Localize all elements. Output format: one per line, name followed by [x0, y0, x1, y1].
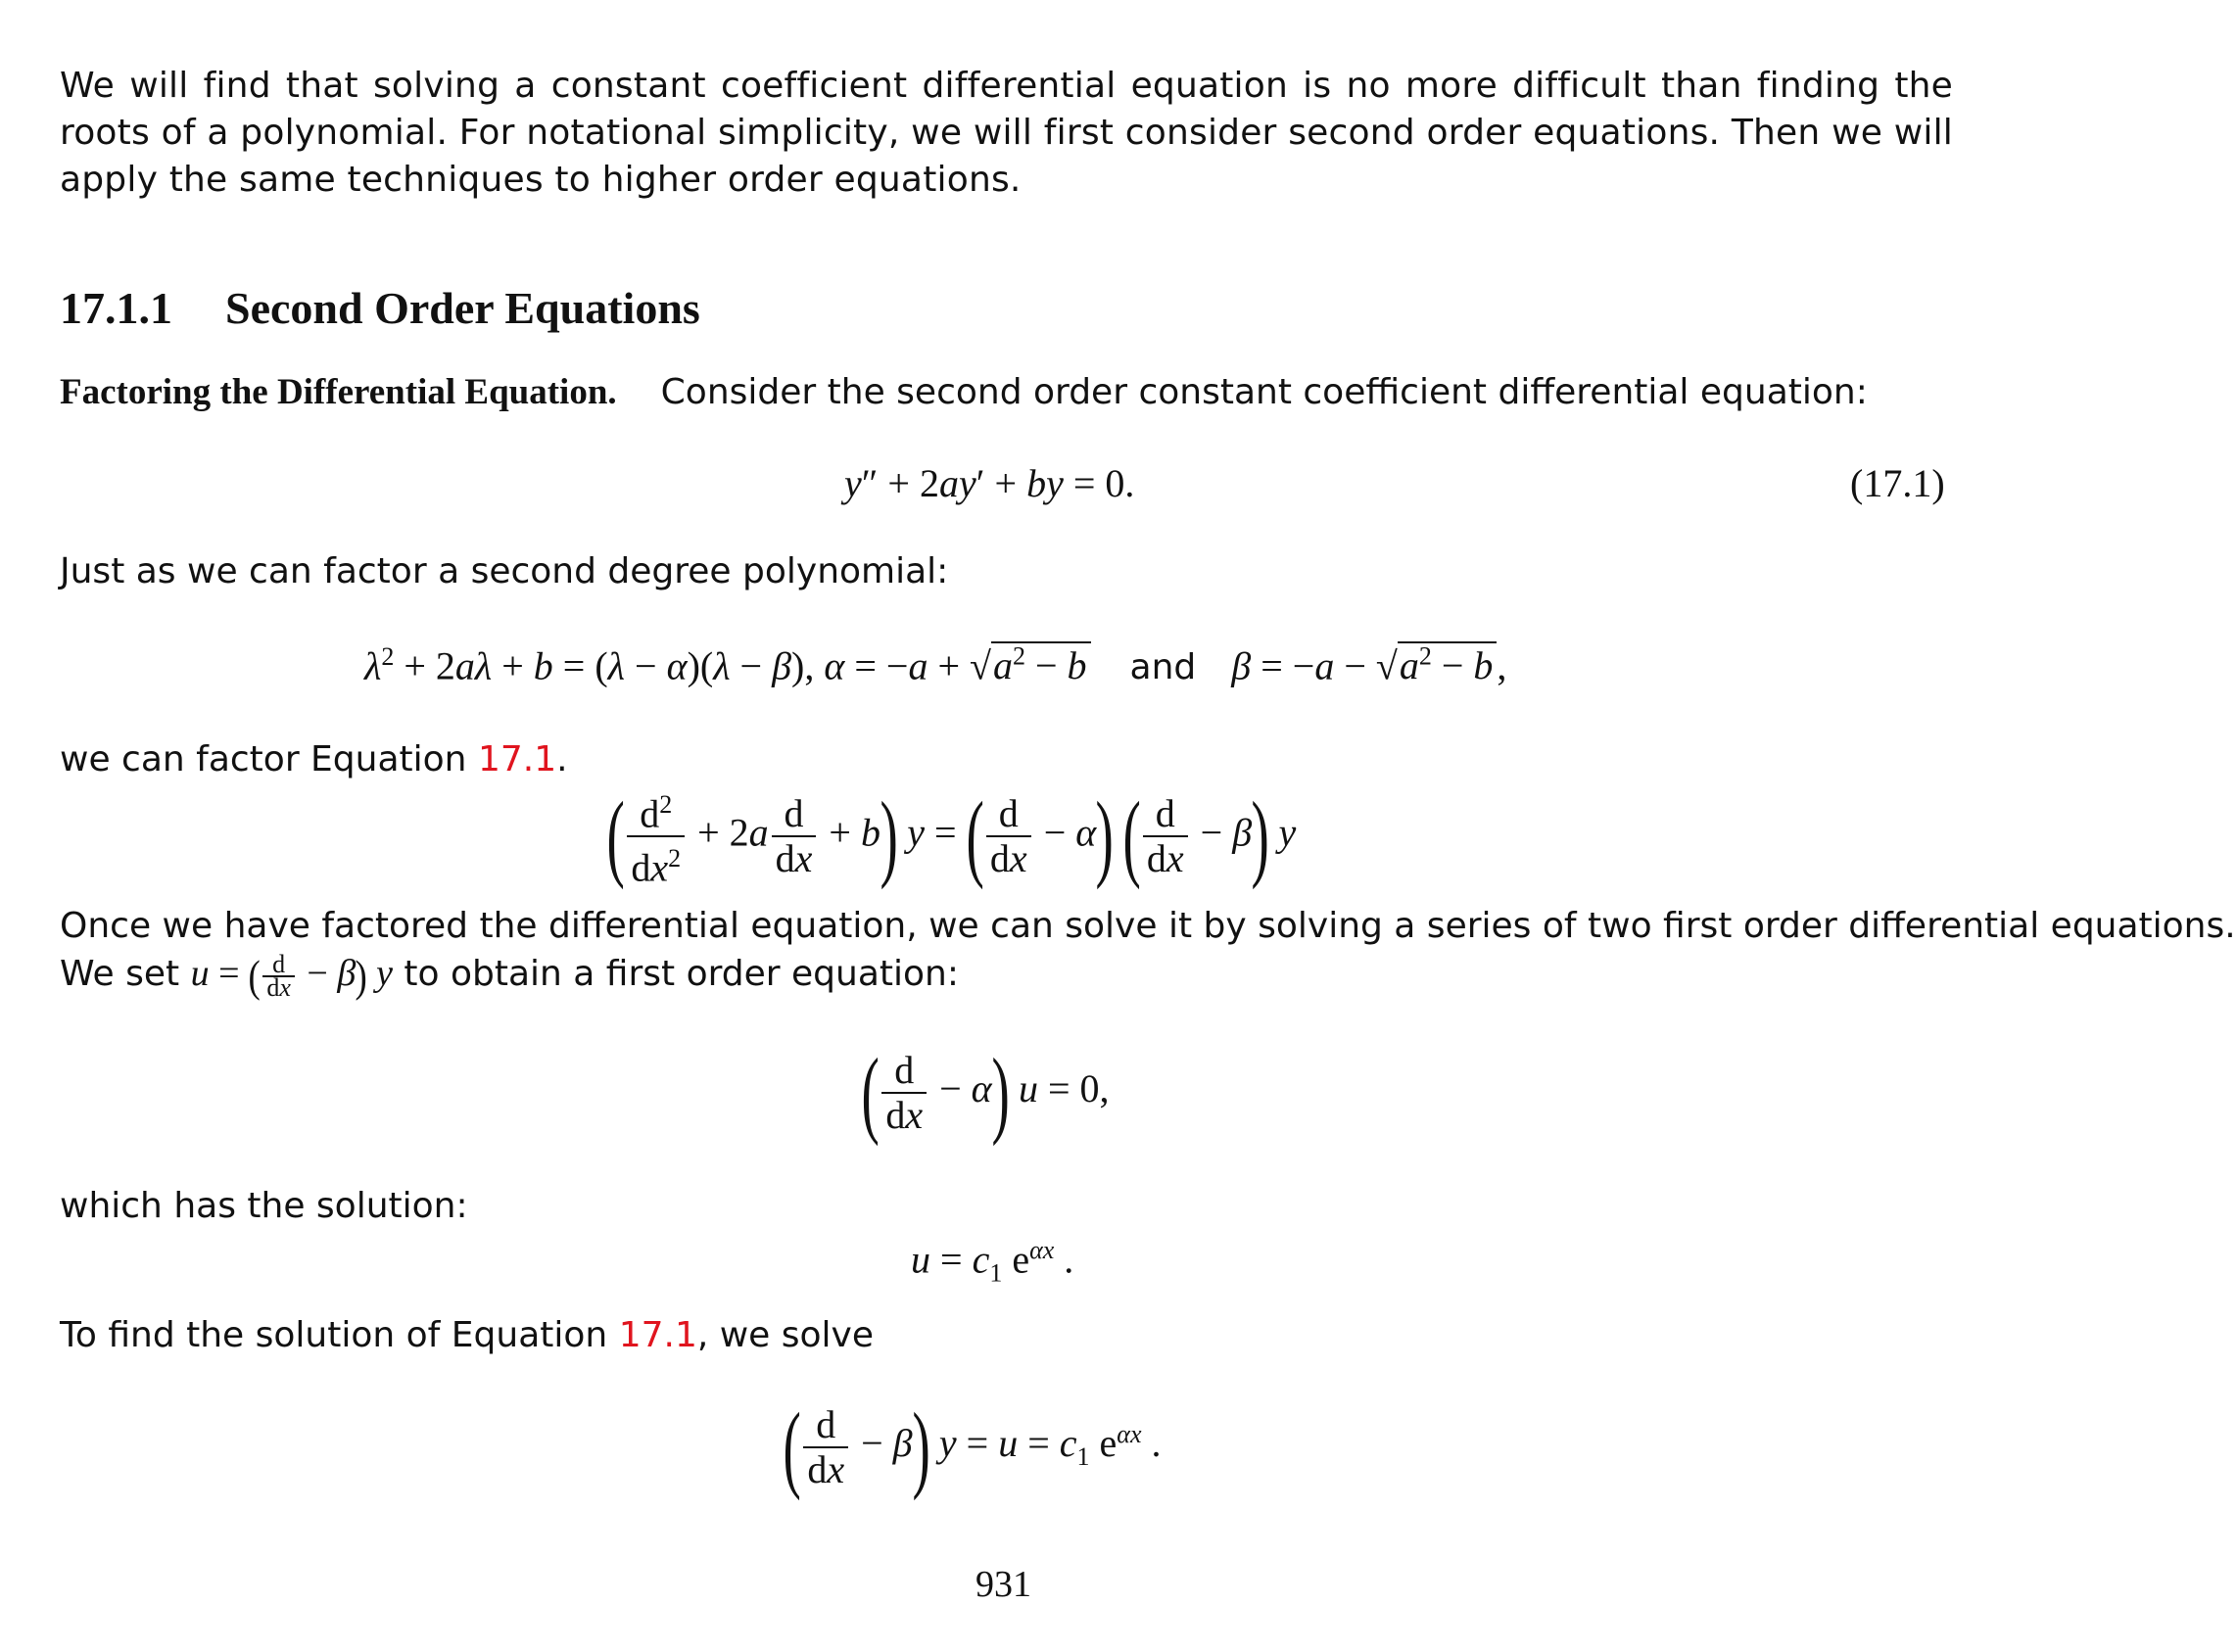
page-number: 931	[975, 1564, 1031, 1605]
polynomial-factor-equation: $\lambda^2 + 2a\lambda + b = (\lambda - \alpha)(\lambda - \beta)$, $\alpha = -a + √a^2 - b$ and $\beta = -a - √a^2 - b$ ,	[364, 642, 1507, 688]
just-as-text: Just as we can factor a second degree polynomial:	[60, 551, 949, 591]
equation-label: (17.1)	[1850, 461, 1945, 505]
section-number: 17.1.1	[60, 283, 172, 333]
final-equation: ( $\frac{d}{dx}$ − β) $y = u = c_1$ $e^{\alpha x}$ .	[783, 1392, 1162, 1501]
factoring-heading: Factoring the Differential Equation.	[60, 372, 617, 412]
we-can-factor-text: we can factor Equation 17.1.	[60, 739, 568, 779]
and-word: and	[1129, 647, 1197, 688]
once-paragraph-line1: Once we have factored the differential equation, we can solve it by solving a series of two first order differential equations.	[60, 906, 2236, 946]
solution-u-equation: $u = c_1$ $e^{\alpha x}$ .	[911, 1236, 1074, 1288]
section-heading	[60, 282, 700, 334]
equation-17-1: y″ + 2ay′ + by = 0.	[844, 461, 1135, 505]
first-order-equation: ( $\frac{d}{dx}$ − α) u = 0,	[861, 1038, 1110, 1147]
factoring-paragraph	[60, 368, 1868, 416]
section-title: Second Order Equations	[225, 283, 700, 333]
factoring-text: Consider the second order constant coefficient differential equation:	[660, 372, 1868, 412]
which-has-text: which has the solution:	[60, 1186, 468, 1226]
equation-ref-link[interactable]: 17.1	[477, 739, 557, 779]
intro-paragraph: We will find that solving a constant coefficient differential equation is no more difficult than finding the roots of a polynomial. For notational simplicity, we will first consider second order equations. Then we will apply the same techniques to higher order equations.	[60, 66, 1953, 200]
factored-operator-equation: ( $\frac{d^2}{dx^2}$ + 2a $\frac{d}{dx}$ + b) y = ( $\frac{d}{dx}$ − α) ( $\frac{d}{dx}$ − β) y	[606, 781, 1297, 891]
equation-ref-link-2[interactable]: 17.1	[618, 1315, 697, 1355]
to-find-text: To find the solution of Equation 17.1, we solve	[60, 1315, 875, 1355]
once-paragraph-line2: We set u = ( $\frac{d}{dx}$ − β) y to obtain a first order equation:	[60, 950, 960, 1003]
